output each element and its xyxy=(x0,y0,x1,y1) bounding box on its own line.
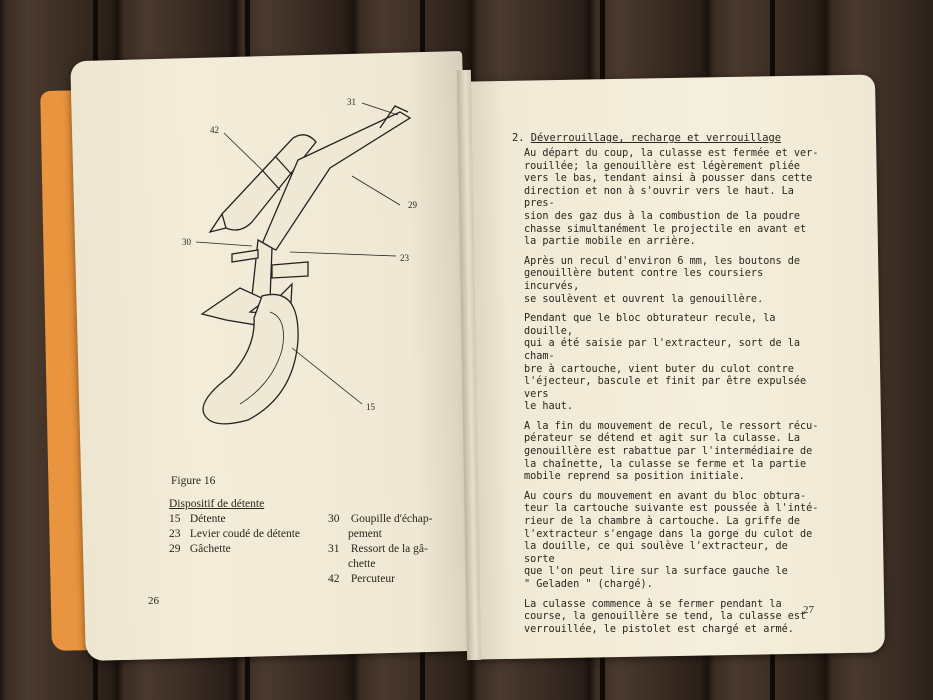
figure-legend-right: 30 Goupille d'échap- pement 31 Ressort de la gâ- chette 42 Percuteur xyxy=(328,512,448,587)
caption-title: Dispositif de détente xyxy=(169,498,265,510)
body-text xyxy=(524,148,824,643)
leader-29 xyxy=(352,176,400,205)
figure-label: Figure 16 xyxy=(171,475,216,487)
paragraph: La culasse commence à se fermer pendant la course, la genouillère se tend, la culasse est verrouillée, le pistolet est chargé et armé. xyxy=(524,598,807,635)
callout-15: 15 xyxy=(366,402,375,412)
paragraph: Pendant que le bloc obturateur recule, la douille, qui a été saisie par l'extracteur, sort de la cham- bre à cartouche, vient buter du culot contre l'éjecteur, bascule et finit par être expulsée vers le haut. xyxy=(524,313,807,413)
paragraph: A la fin du mouvement de recul, le ressort récu- pérateur se détend et agit sur la culasse. La genouillère est rabattue par l'intermédiaire de la chaînette, la culasse se ferme et la partie mobile reprend sa position initiale. xyxy=(524,420,819,483)
legend-item: 30 Goupille d'échap- xyxy=(328,513,433,525)
page-number-right: 27 xyxy=(803,604,814,616)
legend-item: 42 Percuteur xyxy=(328,573,395,585)
legend-item: 23 Levier coudé de détente xyxy=(169,528,301,540)
leader-30 xyxy=(196,242,252,246)
pin-23 xyxy=(272,262,308,278)
section-heading: 2. Déverrouillage, recharge et verrouillage xyxy=(512,132,782,144)
callout-30: 30 xyxy=(182,237,191,247)
paragraph: Au cours du mouvement en avant du bloc obtura- teur la cartouche suivante est poussée à l'inté- rieur de la chambre à cartouche. La griffe de l'extracteur s'engage dans la gorge du culot de la douille, ce qui soulève l'extracteur, de sorte que l'on peut lire sur la surface gauche le " Geladen " (chargé). xyxy=(524,490,819,590)
paragraph: Au départ du coup, la culasse est fermée et ver- rouillée; la genouillère est légèrement pliée vers le bas, tendant ainsi à pousser dans cette direction et non à s'ouvrir vers le haut. La pres- sion des gaz dus à la combustion de la poudre chasse simultanément le projectile en avant et la partie mobile en arrière. xyxy=(524,148,819,248)
callout-23: 23 xyxy=(400,253,409,263)
paragraph: Après un recul d'environ 6 mm, les boutons de genouillère butent contre les coursiers incurvés, se soulèvent et ouvrent la genouillère. xyxy=(524,255,801,305)
page-number-left: 26 xyxy=(148,595,159,607)
callout-42: 42 xyxy=(210,125,219,135)
leader-42 xyxy=(224,133,262,170)
legend-item: 29 Gâchette xyxy=(169,543,231,555)
legend-item: 31 Ressort de la gâ- xyxy=(328,543,428,555)
figure-legend-left xyxy=(169,497,329,557)
callout-31: 31 xyxy=(347,97,356,107)
section-title: Déverrouillage, recharge et verrouillage xyxy=(530,132,782,144)
callout-29: 29 xyxy=(408,200,417,210)
leader-15 xyxy=(292,348,362,404)
legend-item: 15 Détente xyxy=(169,513,226,525)
leader-23 xyxy=(290,252,396,256)
pin-30 xyxy=(232,250,258,262)
